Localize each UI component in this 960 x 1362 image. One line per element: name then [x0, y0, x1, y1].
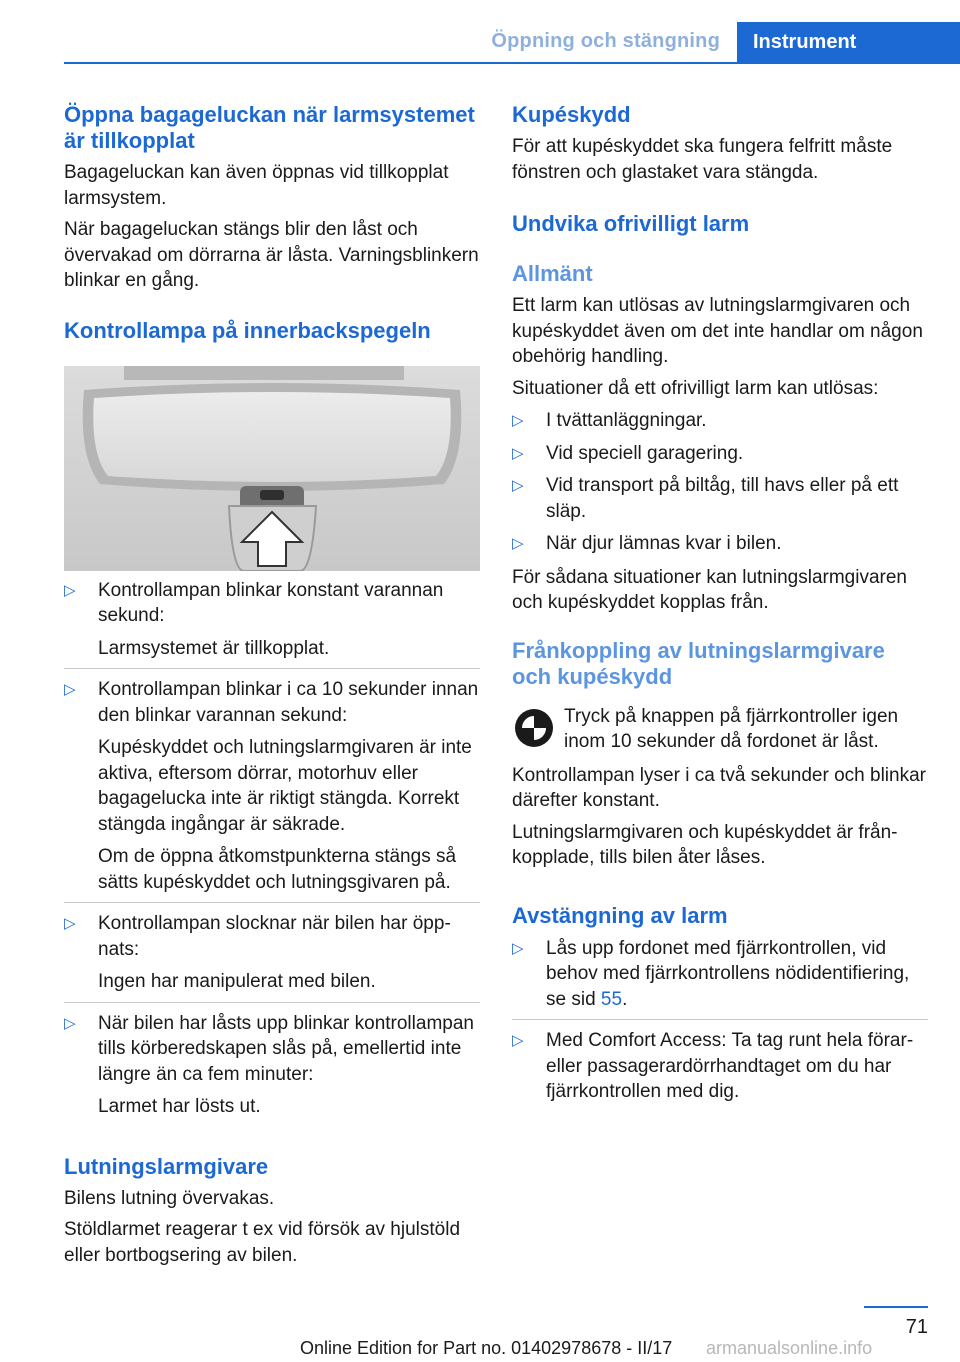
list-item-detail: Om de öppna åtkomstpunkterna stängs så sätts kupéskyddet och lutningsgivaren på.: [98, 846, 457, 893]
list-item: ▷ När bilen har låsts upp blinkar kontrollampan tills körberedskapen slås på, emellertid inte längre än ca fem minuter: Larmet har lösts ut.: [64, 1002, 480, 1120]
watermark-text: armanualsonline.info: [706, 1338, 873, 1358]
header-rule: [64, 62, 960, 64]
bmw-roundel-icon: [514, 708, 554, 748]
triangle-bullet-icon: ▷: [512, 412, 524, 429]
indicator-status-list: [64, 578, 480, 1120]
remote-control-note: [512, 704, 928, 755]
paragraph: Situationer då ett ofrivilligt larm kan utlösas:: [512, 377, 879, 399]
paragraph: Kontrollampan lyser i ca två sekunder och blinkar därefter konstant.: [512, 764, 926, 811]
rearview-mirror-image: [64, 366, 480, 571]
triangle-bullet-icon: ▷: [512, 535, 524, 552]
paragraph: Bilens lutning övervakas.: [64, 1187, 275, 1209]
heading-interior-protection: Kupéskydd: [512, 102, 631, 127]
triangle-bullet-icon: ▷: [64, 1014, 76, 1032]
list-item: ▷ Kontrollampan blinkar i ca 10 sekunder innan den blinkar varannan sekund: Kupéskyddet och lutningslarmgivaren är inte aktiva, eftersom dörrar, motorhuv eller bagagelucka inte är riktigt stängda. Korrekt stängda ingångar är säkrade. Om de öppna åtkomstpunkterna stängs så sätts kupéskyddet och lutningsgivaren på.: [64, 668, 480, 895]
right-column: [512, 102, 928, 1105]
header-section-title: Öppning och stängning: [491, 30, 720, 52]
paragraph: Stöldlarmet reagerar t ex vid försök av hjulstöld eller bortbogsering av bilen.: [64, 1219, 461, 1266]
left-column: [64, 102, 480, 1268]
page-number: 71: [905, 1316, 928, 1338]
list-item-detail: Ingen har manipulerat med bilen.: [98, 971, 376, 992]
paragraph: För sådana situationer kan lutningslarmgivaren och kupéskyddet kopplas från.: [512, 566, 907, 613]
paragraph: Ett larm kan utlösas av lutningslarmgivaren och kupéskyddet även om det inte handlar om någon obehörig handling.: [512, 295, 923, 367]
triangle-bullet-icon: ▷: [64, 915, 76, 932]
list-item: ▷ Kontrollampan blinkar konstant varannan sekund: Larmsystemet är tillkopplat.: [64, 578, 480, 662]
list-item: ▷ Vid transport på biltåg, till havs eller på ett släp.: [512, 475, 899, 522]
paragraph: Bagageluckan kan även öppnas vid tillkopplat larmsystem.: [64, 162, 449, 209]
page-reference-link[interactable]: 55: [600, 988, 623, 1010]
heading-general: Allmänt: [512, 261, 593, 286]
note-text: Tryck på knappen på fjärrkontroller igen inom 10 sekunder då fordonet är låst.: [564, 705, 899, 752]
paragraph: När bagageluckan stängs blir den låst och övervakad om dörrarna är låsta. Varningsblinkern blinkar en gång.: [64, 219, 479, 291]
triangle-bullet-icon: ▷: [64, 581, 76, 599]
list-item: ▷ I tvättanläggningar.: [512, 408, 928, 434]
list-item: ▷ När djur lämnas kvar i bilen.: [512, 531, 928, 557]
paragraph: För att kupéskyddet ska fungera felfritt måste fönstren och glastaket vara stängda.: [512, 136, 893, 183]
list-item: ▷ Lås upp fordonet med fjärrkontrollen, vid behov med fjärrkontrollens nödidentifiering, se sid 55.: [512, 937, 910, 1010]
heading-avoid-false-alarm: Undvika ofrivilligt larm: [512, 211, 750, 236]
triangle-bullet-icon: ▷: [512, 939, 524, 957]
list-item-detail: Larmet har lösts ut.: [98, 1096, 261, 1117]
heading-tilt-sensor: Lutningslarmgivare: [64, 1153, 269, 1179]
triangle-bullet-icon: ▷: [512, 1032, 524, 1049]
header-chapter-tab: Instrument: [737, 22, 960, 64]
triangle-bullet-icon: ▷: [512, 444, 524, 462]
edition-text: Online Edition for Part no. 01402978678 - II/17: [300, 1338, 673, 1358]
paragraph: Lutningslarmgivaren och kupéskyddet är frånkopplade, tills bilen åter låses.: [512, 821, 898, 868]
heading-switch-off-alarm: Avstängning av larm: [512, 902, 728, 928]
list-item: ▷ Med Comfort Access: Ta tag runt hela förar- eller passagerardörrhandtaget om du har fjärrkontrollen med dig.: [512, 1019, 928, 1105]
triangle-bullet-icon: ▷: [64, 681, 76, 698]
triangle-bullet-icon: ▷: [512, 477, 524, 494]
switch-off-list: [512, 936, 928, 1105]
heading-trunk-alarm: Öppna bagageluckan när larmsystemet är tillkopplat: [64, 102, 475, 153]
list-item: ▷ Kontrollampan slocknar när bilen har öppnats: Ingen har manipulerat med bilen.: [64, 902, 480, 995]
list-item-detail: Kupéskyddet och lutningslarmgivaren är inte aktiva, eftersom dörrar, motorhuv eller bagagelucka inte är riktigt stängda. Korrekt stängda ingångar är säkrade.: [98, 737, 472, 835]
footer-rule: [864, 1306, 928, 1308]
heading-indicator-lamp: Kontrollampa på innerbackspegeln: [64, 317, 431, 343]
heading-disable-sensors: Frånkoppling av lutningslarmgivare och kupéskydd: [512, 637, 885, 689]
false-alarm-situations-list: [512, 408, 928, 557]
list-item-detail: Larmsystemet är tillkopplat.: [98, 637, 330, 659]
list-item: ▷ Vid speciell garagering.: [512, 441, 928, 467]
